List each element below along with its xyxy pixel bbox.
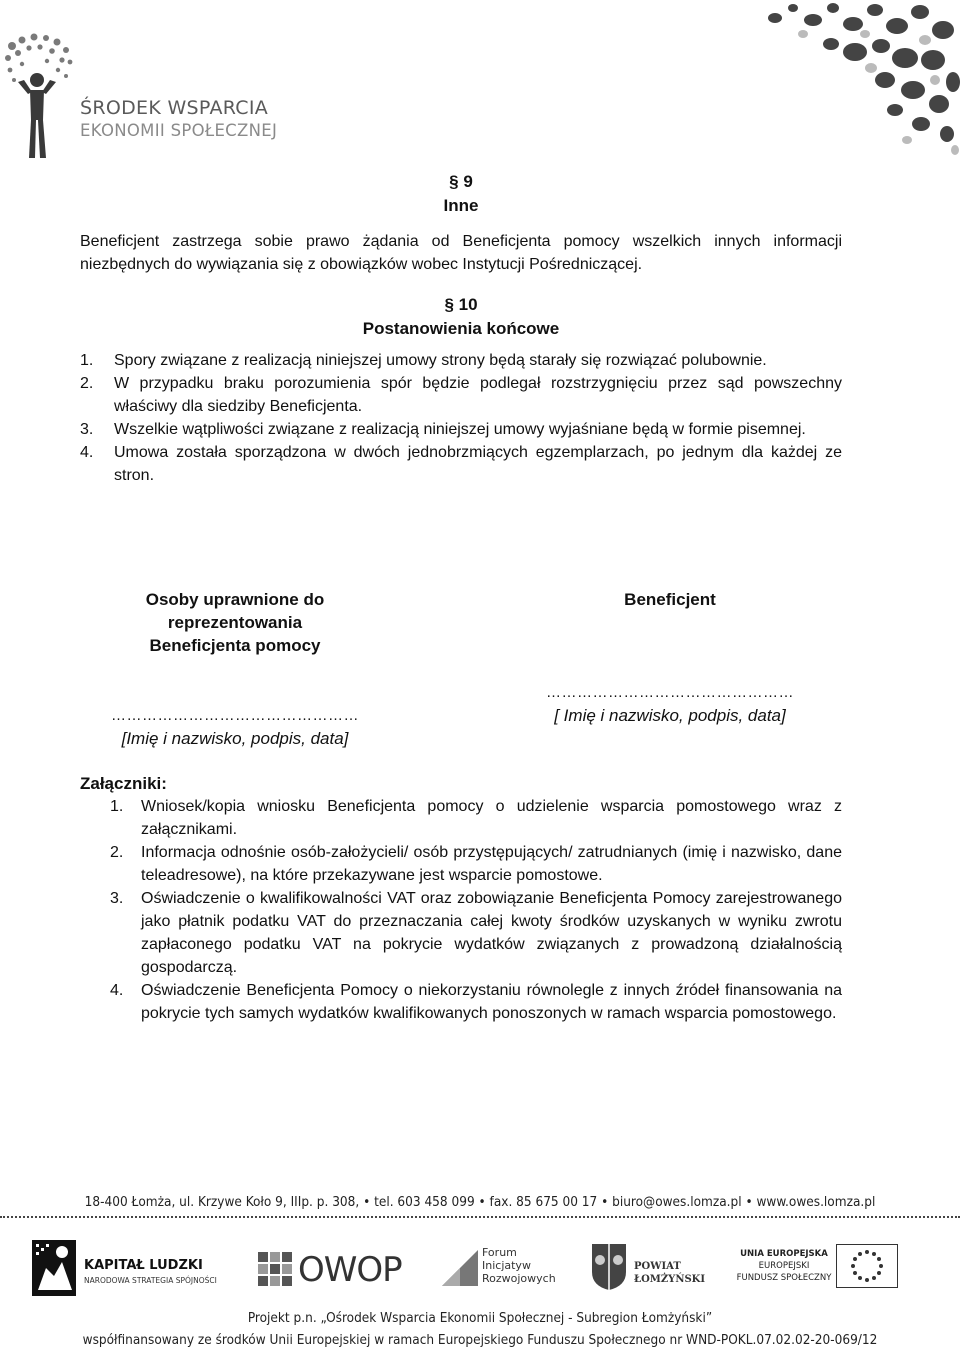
section-9-symbol: § 9	[449, 172, 473, 191]
list-item-text: Informacja odnośnie osób-założycieli/ osób przystępujących/ zatrudnianych (imię i nazwisko, dane teleadresowe), na które przekazywane jest wsparcie pomostowe.	[141, 844, 842, 884]
eu-line3: FUNDUSZ SPOŁECZNY	[736, 1273, 832, 1283]
section-9-title: Inne	[443, 196, 479, 215]
pebbles-decoration	[735, 0, 960, 160]
owop-text: OWOP	[298, 1250, 402, 1290]
list-item-number: 3.	[110, 890, 124, 907]
signature-beneficiary	[500, 588, 840, 727]
list-item-number: 4.	[110, 982, 124, 999]
forum-text	[482, 1246, 556, 1285]
forum-line1: Forum	[482, 1246, 517, 1259]
eu-line2: EUROPEJSKI	[758, 1261, 810, 1271]
powiat-logo	[590, 1238, 710, 1298]
list-item-text: Umowa została sporządzona w dwóch jednobrzmiących egzemplarzach, po jednym dla każdej ze stron.	[114, 444, 842, 484]
powiat-line1: POWIAT	[634, 1261, 681, 1272]
signature-left-hint: [Imię i nazwisko, podpis, data]	[121, 729, 349, 748]
forum-line3: Rozwojowych	[482, 1272, 556, 1285]
signature-left-heading-line2: Beneficjenta pomocy	[149, 636, 321, 655]
list-item-number: 1.	[80, 352, 94, 369]
signature-right-line: …………………………………………	[546, 684, 794, 701]
signature-block	[80, 588, 842, 748]
list-item-number: 2.	[80, 375, 94, 392]
attachments-section	[80, 772, 842, 1025]
list-item-number: 1.	[110, 798, 124, 815]
list-item-text: Wszelkie wątpliwości związane z realizacją niniejszej umowy wyjaśniane będą w formie pisemnej.	[114, 421, 806, 438]
kapital-ludzki-icon	[32, 1238, 78, 1298]
list-item-text: Spory związane z realizacją niniejszej umowy strony będą starały się rozwiązać polubownie.	[114, 352, 767, 369]
eu-text	[736, 1248, 832, 1284]
list-item	[80, 841, 842, 887]
document-body	[80, 170, 842, 487]
forum-logo	[440, 1238, 570, 1298]
owop-logo	[258, 1238, 402, 1298]
signature-right-hint: [ Imię i nazwisko, podpis, data]	[554, 706, 786, 725]
footer-cofinancing: współfinansowany ze środków Unii Europejskiej w ramach Europejskiego Funduszu Społecznego nr WND-POKL.07.02.02-20-069/12	[82, 1332, 878, 1348]
section-10-title: Postanowienia końcowe	[362, 319, 560, 338]
footer-contact: 18-400 Łomża, ul. Krzywe Koło 9, IIIp. p. 308, • tel. 603 458 099 • fax. 85 675 00 17 • biuro@owes.lomza.pl • www.owes.lomza.pl	[84, 1194, 876, 1210]
signature-representatives	[80, 588, 390, 750]
forum-line2: Inicjatyw	[482, 1259, 531, 1272]
list-item-number: 4.	[80, 444, 94, 461]
kapital-ludzki-subtitle: NARODOWA STRATEGIA SPÓJNOŚCI	[84, 1276, 217, 1285]
kapital-ludzki-logo	[32, 1238, 222, 1298]
list-item	[80, 441, 842, 487]
signature-left-heading-line1: Osoby uprawnione do reprezentowania	[145, 590, 325, 632]
section-10-symbol: § 10	[444, 295, 478, 314]
list-item	[80, 372, 842, 418]
owes-figure-icon	[2, 32, 80, 164]
eu-efs-logo	[736, 1238, 906, 1298]
list-item-number: 2.	[110, 844, 124, 861]
list-item	[80, 418, 842, 441]
forum-icon	[440, 1248, 480, 1288]
list-item	[80, 979, 842, 1025]
final-provisions-list	[80, 349, 842, 487]
list-item-text: Wniosek/kopia wniosku Beneficjenta pomocy o udzielenie wsparcia pomostowego wraz z załącznikami.	[141, 798, 842, 838]
kapital-ludzki-title: KAPITAŁ LUDZKI	[84, 1258, 203, 1273]
list-item-text: Oświadczenie Beneficjenta Pomocy o niekorzystaniu równolegle z innych źródeł finansowania na pokrycie tych samych wydatków kwalifikowanych ponoszonych w ramach wsparcia pomostowego.	[141, 982, 842, 1022]
attachments-title: Załączniki:	[80, 774, 167, 793]
footer-dotted-rule	[0, 1216, 960, 1218]
powiat-text	[634, 1260, 705, 1286]
sponsor-logos	[0, 1238, 960, 1298]
owes-logo	[0, 26, 300, 151]
list-item	[80, 795, 842, 841]
list-item-text: Oświadczenie o kwalifikowalności VAT oraz zobowiązanie Beneficjenta Pomocy zarejestrowanego jako płatnik podatku VAT do przeznaczania całej kwoty środków uzyskanych w wyniku zwrotu zapłaconego podatku VAT na pokrycie wydatków związanych z prowadzoną działalnością gospodarczą.	[141, 890, 842, 976]
footer-project: Projekt p.n. „Ośrodek Wsparcia Ekonomii Społecznej - Subregion Łomżyński”	[247, 1310, 713, 1326]
eu-line1: UNIA EUROPEJSKA	[740, 1249, 828, 1259]
owes-logo-text	[80, 96, 277, 142]
eu-flag-icon	[836, 1244, 898, 1288]
list-item-text: W przypadku braku porozumienia spór będzie podlegał rozstrzygnięciu przez sąd powszechny właściwy dla siedziby Beneficjenta.	[114, 375, 842, 415]
powiat-line2: ŁOMŻYŃSKI	[634, 1274, 706, 1285]
owop-icon	[258, 1252, 294, 1288]
section-9-text: Beneficjent zastrzega sobie prawo żądania od Beneficjenta pomocy wszelkich innych informacji niezbędnych do wywiązania się z obowiązków wobec Instytucji Pośredniczącej.	[80, 233, 842, 273]
signature-right-heading: Beneficjent	[624, 590, 716, 609]
logo-line1: ŚRODEK WSPARCIA	[80, 97, 269, 119]
signature-left-line: …………………………………………	[111, 707, 359, 724]
attachments-list	[80, 795, 842, 1025]
powiat-crest-icon	[590, 1242, 628, 1292]
logo-line2: EKONOMII SPOŁECZNEJ	[80, 121, 278, 140]
list-item-number: 3.	[80, 421, 94, 438]
list-item	[80, 349, 842, 372]
list-item	[80, 887, 842, 979]
